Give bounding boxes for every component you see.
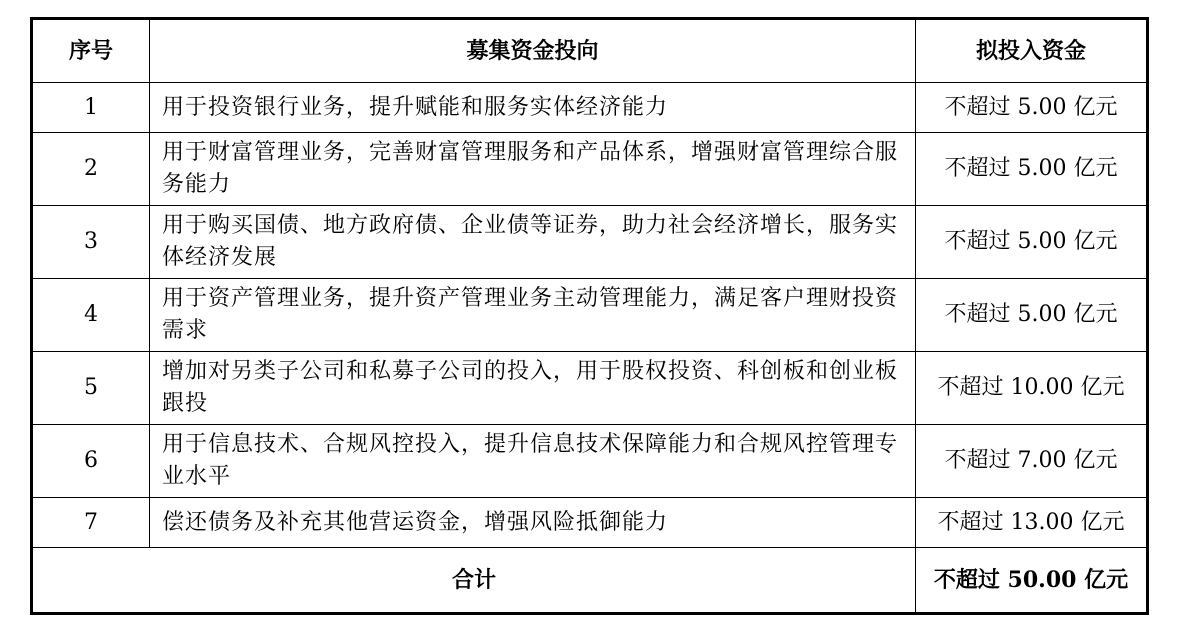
row-serial: 3 xyxy=(32,206,150,279)
row-purpose: 用于财富管理业务，完善财富管理服务和产品体系，增强财富管理综合服务能力 xyxy=(150,133,916,206)
row-amount: 不超过 5.00 亿元 xyxy=(916,206,1148,279)
row-amount: 不超过 7.00 亿元 xyxy=(916,425,1148,498)
row-amount: 不超过 5.00 亿元 xyxy=(916,133,1148,206)
table-row xyxy=(32,133,1148,206)
table-row xyxy=(32,425,1148,498)
row-purpose: 用于资产管理业务，提升资产管理业务主动管理能力，满足客户理财投资需求 xyxy=(150,279,916,352)
row-amount: 不超过 13.00 亿元 xyxy=(916,498,1148,548)
row-amount: 不超过 10.00 亿元 xyxy=(916,352,1148,425)
row-amount: 不超过 5.00 亿元 xyxy=(916,83,1148,133)
total-row xyxy=(32,548,1148,614)
row-purpose: 用于投资银行业务，提升赋能和服务实体经济能力 xyxy=(150,83,916,133)
document-area xyxy=(30,17,1149,615)
header-amount: 拟投入资金 xyxy=(916,19,1148,83)
table-row xyxy=(32,83,1148,133)
table-row xyxy=(32,206,1148,279)
table-header-row xyxy=(32,19,1148,83)
row-serial: 4 xyxy=(32,279,150,352)
fund-allocation-table xyxy=(30,17,1149,615)
row-serial: 1 xyxy=(32,83,150,133)
total-label: 合计 xyxy=(32,548,916,614)
table-row xyxy=(32,279,1148,352)
row-serial: 6 xyxy=(32,425,150,498)
row-purpose: 偿还债务及补充其他营运资金，增强风险抵御能力 xyxy=(150,498,916,548)
row-serial: 5 xyxy=(32,352,150,425)
row-serial: 2 xyxy=(32,133,150,206)
row-purpose: 增加对另类子公司和私募子公司的投入，用于股权投资、科创板和创业板跟投 xyxy=(150,352,916,425)
table-row xyxy=(32,498,1148,548)
table-row xyxy=(32,352,1148,425)
row-purpose: 用于信息技术、合规风控投入，提升信息技术保障能力和合规风控管理专业水平 xyxy=(150,425,916,498)
row-serial: 7 xyxy=(32,498,150,548)
row-purpose: 用于购买国债、地方政府债、企业债等证券，助力社会经济增长，服务实体经济发展 xyxy=(150,206,916,279)
total-amount: 不超过 50.00 亿元 xyxy=(916,548,1148,614)
header-serial: 序号 xyxy=(32,19,150,83)
header-purpose: 募集资金投向 xyxy=(150,19,916,83)
row-amount: 不超过 5.00 亿元 xyxy=(916,279,1148,352)
